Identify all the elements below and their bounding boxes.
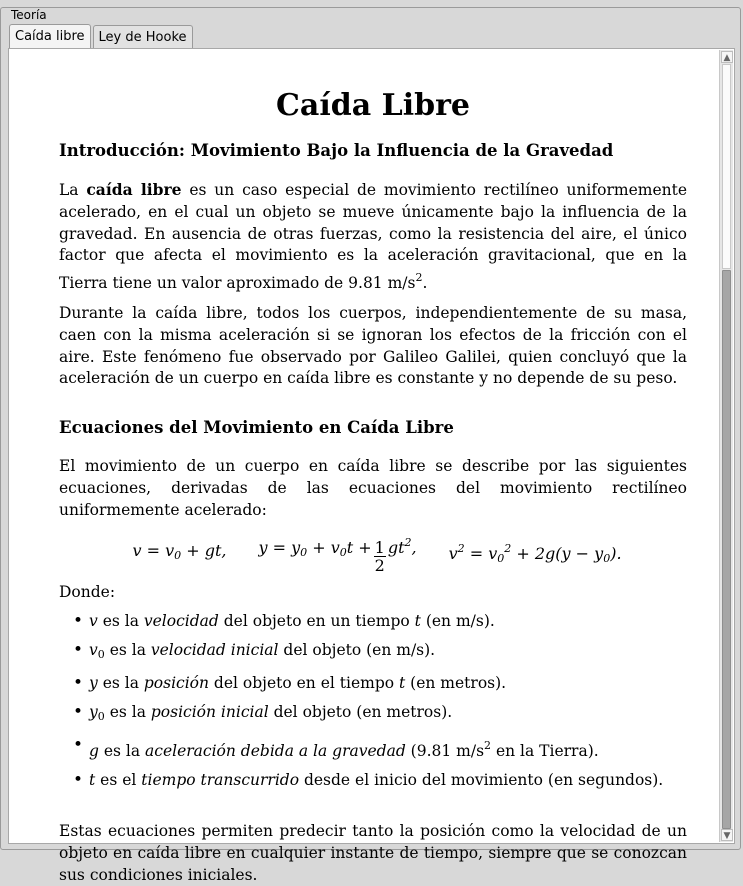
motion-equations bbox=[67, 528, 687, 580]
tab-caida-libre[interactable]: Caída libre bbox=[9, 24, 91, 49]
conclusion-paragraph: Estas ecuaciones permiten predecir tanto la posición como la velocidad de un objeto en caída libre en cualquier instante de tiempo, siempre que se conozcan sus condiciones iniciales. bbox=[59, 822, 687, 884]
equations-heading: Ecuaciones del Movimiento en Caída Libre bbox=[59, 418, 454, 438]
equations-intro: El movimiento de un cuerpo en caída libre se describe por las siguientes ecuaciones, derivadas de las ecuaciones del movimiento rectilíneo uniformemente acelerado: bbox=[59, 457, 687, 519]
scroll-thumb[interactable] bbox=[722, 270, 731, 829]
position-equation: $y = y_0 + v_0t$ + $\frac{1}{2}$ $gt^2$, bbox=[258, 536, 417, 576]
list-item: • g es la aceleración debida a la gravedad (9.81 $m/s^2$ en la Tierra). bbox=[59, 735, 687, 763]
list-item: • v es la velocidad del objeto en un tiempo t (en m/s). bbox=[59, 611, 687, 633]
tab-bar bbox=[9, 24, 195, 49]
intro-heading: Introducción: Movimiento Bajo la Influencia de la Gravedad bbox=[59, 141, 614, 160]
scroll-down-icon[interactable]: ▼ bbox=[721, 829, 733, 841]
tab-ley-de-hooke[interactable]: Ley de Hooke bbox=[93, 25, 193, 49]
document-content bbox=[59, 87, 687, 886]
scroll-up-icon[interactable]: ▲ bbox=[721, 51, 733, 63]
list-item: • $y_0$ es la posición inicial del objeto (en metros). bbox=[59, 702, 687, 728]
intro-paragraph: La caída libre es un caso especial de movimiento rectilíneo uniformemente acelerado, en el cual un objeto se mueve únicamente bajo la influencia de la gravedad. En ausencia de otras fuerzas, como la resistencia del aire, el único factor que afecta el movimiento es la aceleración gravitacional, que en la Tierra tiene un valor aproximado de 9.81 $m/s^2$. bbox=[59, 180, 687, 293]
galileo-paragraph: Durante la caída libre, todos los cuerpos, independientemente de su masa, caen con la misma aceleración si se ignoran los efectos de la fricción con el aire. Este fenómeno fue observado por Galileo Galilei, quien concluyó que la aceleración de un cuerpo en caída libre es constante y no depende de su peso. bbox=[59, 303, 687, 388]
velocity-equation: $v = v_0$ + gt, bbox=[132, 541, 227, 563]
where-label: Donde: bbox=[59, 582, 116, 601]
groupbox-title: Teoría bbox=[11, 8, 47, 22]
list-item: • y es la posición del objeto en el tiempo t (en metros). bbox=[59, 673, 687, 695]
variable-definitions-list bbox=[59, 611, 687, 792]
page-title: Caída Libre bbox=[276, 88, 470, 123]
list-item: • t es el tiempo transcurrido desde el inicio del movimiento (en segundos). bbox=[59, 770, 687, 792]
scroll-track-upper[interactable] bbox=[722, 64, 731, 269]
theory-document-panel bbox=[8, 48, 735, 884]
one-half-fraction: $\frac{1}{2}$ bbox=[374, 538, 385, 576]
list-item: • $v_0$ es la velocidad inicial del objeto (en m/s). bbox=[59, 640, 687, 666]
vertical-scrollbar[interactable] bbox=[719, 50, 733, 842]
velocity-squared-equation: $v^2 = v_0^2 + 2g(y - y_0)$. bbox=[448, 541, 622, 565]
